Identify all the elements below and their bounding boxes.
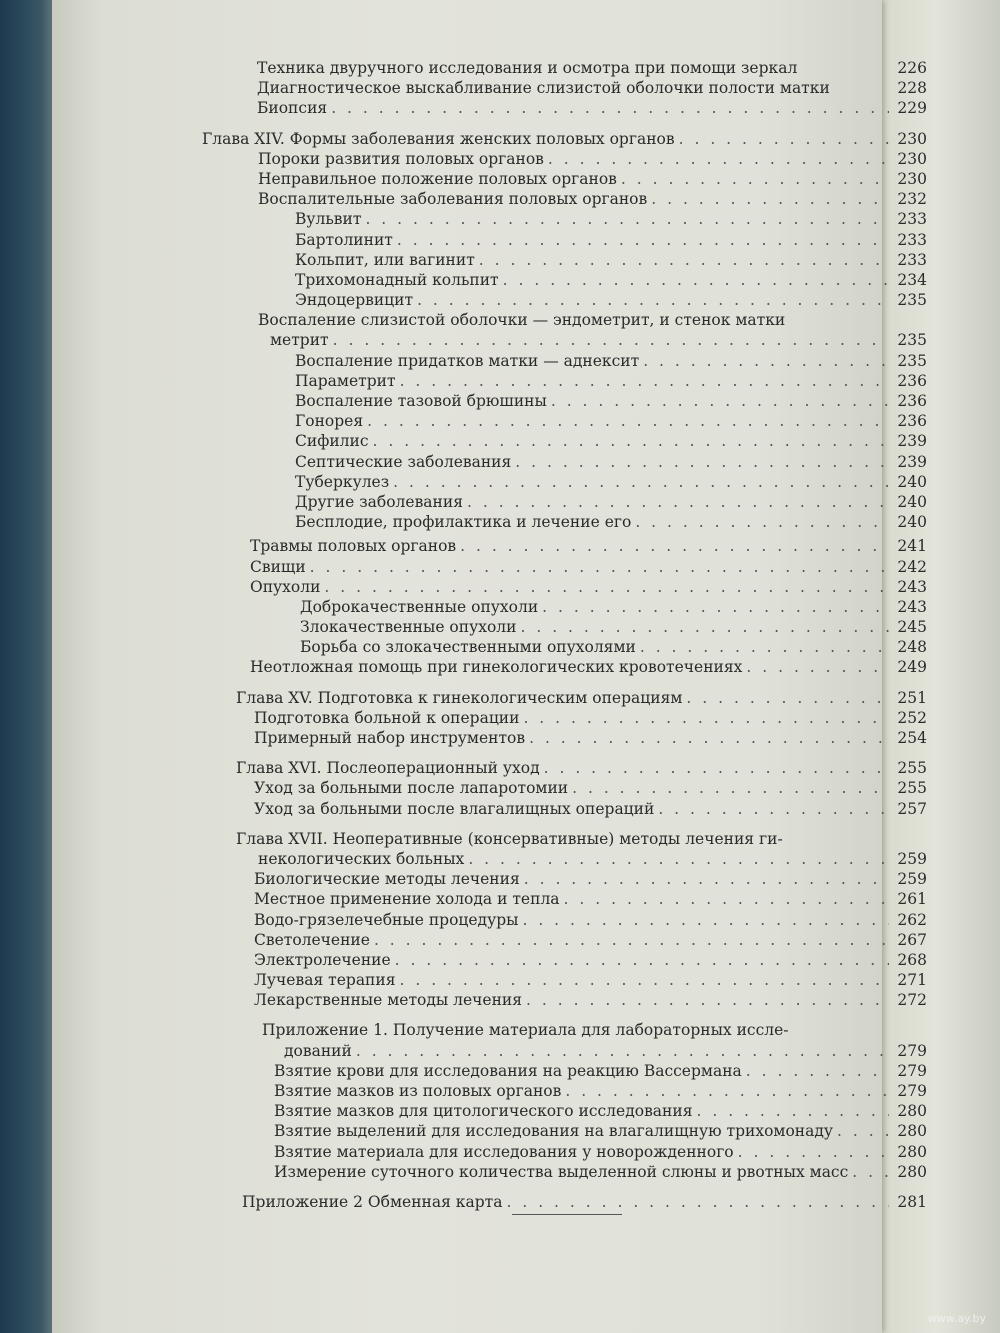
entry-title: Сифилис (295, 432, 369, 451)
toc-entry (226, 910, 927, 930)
book-cover-left-edge (0, 0, 60, 1333)
page-number: 255 (897, 779, 927, 798)
page-number: 233 (897, 250, 927, 269)
toc-block-ch14-part2 (202, 351, 927, 533)
toc-entry (246, 1121, 927, 1141)
toc-entry (222, 657, 927, 677)
page-number: 235 (897, 291, 927, 310)
entry-title: Доброкачественные опухоли (300, 597, 539, 616)
entry-title: Подготовка больной к операции (254, 708, 520, 727)
toc-entry (202, 98, 927, 118)
toc-entry (246, 1162, 927, 1182)
toc-entry (222, 557, 927, 577)
entry-title: Электролечение (254, 950, 391, 969)
page-number: 233 (897, 230, 927, 249)
entry-title: Опухоли (250, 577, 321, 596)
page-number: 268 (897, 950, 927, 969)
toc-entry (222, 637, 927, 657)
entry-title: Местное применение холода и тепла (254, 890, 560, 909)
entry-title: Взятие мазков для цитологического исследования (274, 1102, 693, 1121)
toc-entry (230, 230, 927, 250)
toc-entry (226, 990, 927, 1010)
toc-chapter-16 (202, 758, 927, 778)
page-number: 243 (897, 577, 927, 596)
toc-appendix-2 (202, 1192, 927, 1212)
page-number: 228 (897, 79, 927, 98)
book-page (52, 0, 927, 1333)
entry-title: Воспаление придатков матки — аднексит (295, 351, 640, 370)
entry-title: Лекарственные методы лечения (254, 991, 523, 1010)
toc-block-appendix-1 (202, 1061, 927, 1182)
page-number: 236 (897, 371, 927, 390)
page-number: 233 (897, 210, 927, 229)
toc-block-ch14-part1 (202, 149, 927, 311)
entry-title: Взятие крови для исследования на реакцию Вассермана (274, 1061, 742, 1080)
watermark: www.ay.by (927, 1312, 986, 1325)
toc-entry (202, 58, 927, 78)
toc-block-ch14-part3 (202, 536, 927, 677)
page-number: 267 (897, 930, 927, 949)
page-number: 280 (897, 1142, 927, 1161)
toc-entry (230, 250, 927, 270)
entry-title: Взятие материала для исследования у новорожденного (274, 1142, 734, 1161)
toc-entry (230, 512, 927, 532)
toc-entry (246, 1081, 927, 1101)
toc-chapter-14 (202, 129, 927, 149)
entry-title: Кольпит, или вагинит (295, 250, 475, 269)
entry-title: Воспаление тазовой брюшины (295, 392, 547, 411)
page-number: 234 (897, 270, 927, 289)
page-number: 280 (897, 1122, 927, 1141)
entry-title: Светолечение (254, 930, 370, 949)
toc-entry (230, 209, 927, 229)
chapter-title-line1: Глава XVII. Неоперативные (консервативные) методы лечения ги- (236, 829, 783, 848)
page-number: 230 (897, 149, 927, 168)
toc-entry-endometrit (202, 310, 927, 350)
page-number: 271 (897, 971, 927, 990)
toc-entry (230, 290, 927, 310)
entry-title: Взятие выделений для исследования на влагалищную трихомонаду (274, 1122, 834, 1141)
toc-entry (230, 169, 927, 189)
page-number: 249 (897, 658, 927, 677)
toc-entry (226, 970, 927, 990)
page-number: 229 (897, 99, 927, 118)
chapter-title: Глава XVI. Послеоперационный уход (236, 759, 540, 778)
toc-entry (230, 452, 927, 472)
entry-title: Диагностическое выскабливание слизистой оболочки полости матки (257, 79, 830, 98)
entry-title: Бартолинит (295, 230, 393, 249)
table-of-contents (202, 58, 927, 1212)
page-number: 279 (897, 1082, 927, 1101)
toc-entry (226, 869, 927, 889)
toc-entry (226, 708, 927, 728)
page-number: 248 (897, 638, 927, 657)
entry-title: Борьба со злокачественными опухолями (300, 638, 636, 657)
entry-title: Злокачественные опухоли (300, 618, 517, 637)
page-number: 261 (897, 890, 927, 909)
page-number: 241 (897, 537, 927, 556)
page-number: 251 (897, 688, 927, 707)
toc-chapter-17 (202, 829, 927, 869)
appendix-title-line2: дований (284, 1041, 352, 1060)
page-number: 279 (897, 1041, 927, 1060)
toc-entry (246, 1142, 927, 1162)
toc-block-ch16 (202, 778, 927, 818)
entry-title: Лучевая терапия (254, 971, 396, 990)
appendix-title-line1: Приложение 1. Получение материала для лабораторных иссле- (262, 1021, 789, 1040)
chapter-title: Глава XV. Подготовка к гинекологическим операциям (236, 688, 683, 707)
chapter-title-line2: некологических больных (258, 849, 465, 868)
entry-title: Водо-грязелечебные процедуры (254, 910, 519, 929)
entry-title: Уход за больными после влагалищных операций (254, 799, 655, 818)
page-number: 230 (897, 129, 927, 148)
page-number: 254 (897, 729, 927, 748)
page-number: 240 (897, 513, 927, 532)
toc-entry (230, 270, 927, 290)
toc-entry (230, 391, 927, 411)
toc-entry (230, 492, 927, 512)
toc-block-ch15 (202, 708, 927, 748)
page-number: 245 (897, 618, 927, 637)
toc-entry (226, 889, 927, 909)
page-number: 262 (897, 910, 927, 929)
page-number: 235 (897, 351, 927, 370)
entry-title: Трихомонадный кольпит (295, 270, 499, 289)
page-number: 236 (897, 392, 927, 411)
toc-block-exam-techniques (202, 58, 927, 119)
toc-entry (226, 728, 927, 748)
page-number: 236 (897, 412, 927, 431)
toc-block-ch17 (202, 869, 927, 1010)
entry-title: Неотложная помощь при гинекологических кровотечениях (250, 658, 743, 677)
toc-entry (246, 1101, 927, 1121)
entry-title: Травмы половых органов (250, 537, 457, 556)
toc-entry (230, 472, 927, 492)
entry-title: Биологические методы лечения (254, 870, 520, 889)
page-number: 255 (897, 759, 927, 778)
page-number: 239 (897, 432, 927, 451)
toc-entry (202, 78, 927, 98)
toc-entry (222, 597, 927, 617)
page-number: 259 (897, 870, 927, 889)
page-number: 242 (897, 557, 927, 576)
toc-appendix-1 (202, 1020, 927, 1060)
toc-entry (230, 351, 927, 371)
appendix-title: Приложение 2 Обменная карта (242, 1192, 503, 1211)
page-number: 230 (897, 169, 927, 188)
page-number: 239 (897, 452, 927, 471)
entry-title: Гонорея (295, 412, 364, 431)
entry-title: Взятие мазков из половых органов (274, 1082, 562, 1101)
entry-title-line2: метрит (270, 331, 329, 350)
entry-title: Эндоцервицит (295, 291, 414, 310)
entry-title: Уход за больными после лапаротомии (254, 779, 569, 798)
entry-title: Пороки развития половых органов (258, 149, 544, 168)
page-number: 281 (897, 1192, 927, 1211)
toc-entry (230, 371, 927, 391)
toc-entry (226, 930, 927, 950)
entry-title: Биопсия (257, 99, 328, 118)
toc-entry (222, 577, 927, 597)
entry-title: Бесплодие, профилактика и лечение его (295, 513, 632, 532)
toc-entry (226, 778, 927, 798)
entry-title: Другие заболевания (295, 492, 463, 511)
toc-entry (246, 1061, 927, 1081)
page-number: 279 (897, 1061, 927, 1080)
page-number: 243 (897, 597, 927, 616)
end-divider-line (512, 1214, 622, 1215)
page-number: 240 (897, 472, 927, 491)
entry-title: Параметрит (295, 371, 396, 390)
toc-entry (230, 431, 927, 451)
entry-title: Неправильное положение половых органов (258, 169, 617, 188)
page-number: 259 (897, 849, 927, 868)
entry-title: Септические заболевания (295, 452, 512, 471)
page-number: 252 (897, 708, 927, 727)
toc-entry (226, 799, 927, 819)
toc-entry (222, 617, 927, 637)
page-number: 232 (897, 190, 927, 209)
toc-entry (230, 189, 927, 209)
page-number: 235 (897, 331, 927, 350)
page-number: 257 (897, 799, 927, 818)
toc-entry (226, 950, 927, 970)
entry-title-line1: Воспаление слизистой оболочки — эндометрит, и стенок матки (258, 311, 786, 330)
entry-title: Вульвит (295, 210, 362, 229)
page-number: 226 (897, 59, 927, 77)
page-number: 240 (897, 492, 927, 511)
toc-entry (230, 411, 927, 431)
toc-entry (222, 536, 927, 556)
entry-title: Туберкулез (295, 472, 390, 491)
chapter-title: Глава XIV. Формы заболевания женских половых органов (202, 129, 675, 148)
entry-title: Свищи (250, 557, 306, 576)
page-number: 280 (897, 1102, 927, 1121)
toc-entry (230, 149, 927, 169)
entry-title: Воспалительные заболевания половых органов (258, 190, 648, 209)
page-number: 280 (897, 1162, 927, 1181)
page-number: 272 (897, 991, 927, 1010)
entry-title: Техника двуручного исследования и осмотра при помощи зеркал (257, 59, 798, 77)
toc-chapter-15 (202, 688, 927, 708)
entry-title: Измерение суточного количества выделенной слюны и рвотных масс (274, 1162, 849, 1181)
entry-title: Примерный набор инструментов (254, 729, 526, 748)
